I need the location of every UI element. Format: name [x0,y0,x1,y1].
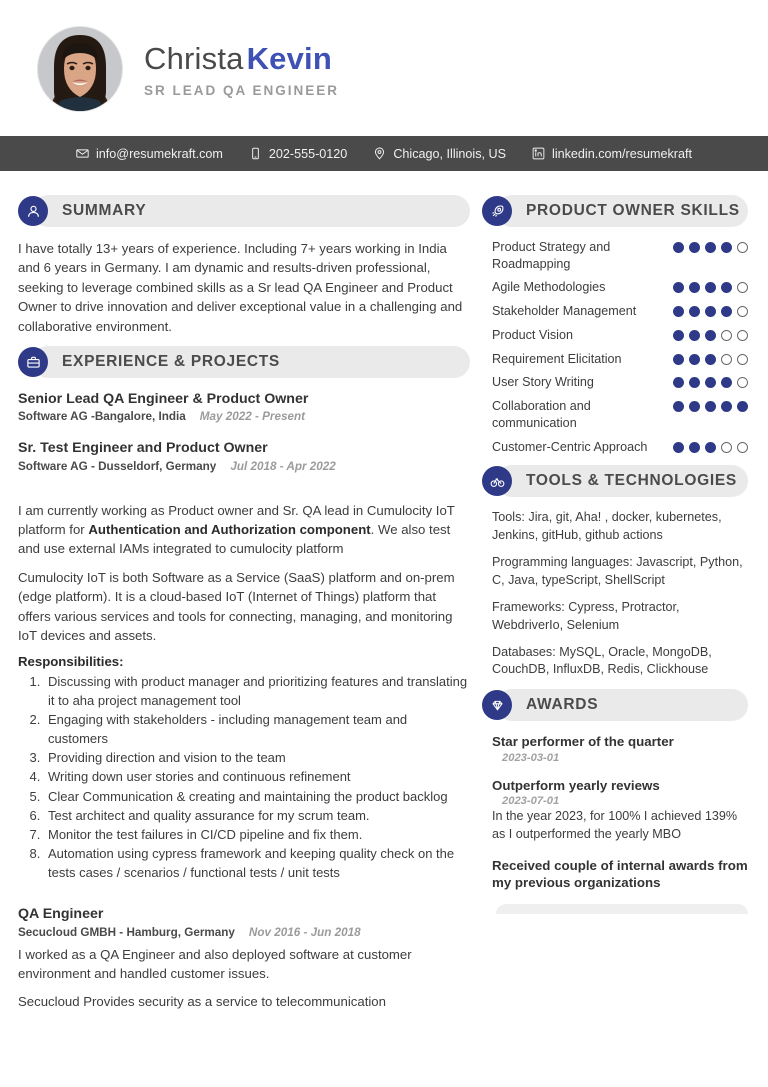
tools-entry: Tools: Jira, git, Aha! , docker, kubernetes, Jenkins, gitHub, github actions [492,510,722,543]
skill-name: Stakeholder Management [492,304,637,319]
list-item: 4. Writing down user stories and continuous refinement [44,768,470,787]
rating-dot-empty [737,242,748,253]
award-date: 2023-03-01 [502,751,560,764]
rating-dot-empty [721,354,732,365]
rating-dot-filled [721,377,732,388]
responsibilities-list [44,673,470,882]
section-header-awards [482,689,748,721]
skill-name: Product Strategy and Roadmapping [492,240,611,271]
last-job-description-1: I worked as a QA Engineer and also deployed software at customer environment and handled customer issues. [18,946,412,981]
contact-bar [0,136,768,171]
summary-text: I have totally 13+ years of experience. Including 7+ years working in India and 6 years in Germany. I am dynamic and results-driven professional, seeking to leverage combined skills as a Sr lead QA Engineer and Product Owner to drive innovation and deliver exceptional value in a challenging and collaborative environment. [18,241,463,334]
responsibilities-label: Responsibilities: [18,654,124,670]
rating-dot-filled [705,306,716,317]
rating-dot-filled [721,282,732,293]
next-section-pill-partial [496,904,748,914]
job-meta [18,409,470,425]
contact-linkedin-text: linkedin.com/resumekraft [552,146,692,161]
headline-job-title: SR LEAD QA ENGINEER [144,82,340,98]
skill-rating-dots [673,351,748,365]
phone-icon [249,147,262,160]
left-column [18,185,470,1087]
rating-dot-filled [689,401,700,412]
skill-row [482,327,748,344]
award-item [482,777,748,844]
rating-dot-empty [737,306,748,317]
skill-rating-dots [673,398,748,412]
resume-header [0,0,768,136]
skill-name: Collaboration and communication [492,399,591,430]
skill-rating-dots [673,327,748,341]
experience-item [18,905,470,940]
award-item [482,733,748,763]
award-title: Star performer of the quarter [492,734,674,750]
skill-name: Customer-Centric Approach [492,439,648,454]
rating-dot-filled [721,242,732,253]
tools-entry: Programming languages: Javascript, Python, C, Java, typeScript, ShellScript [492,555,743,587]
section-header-product-owner-skills [482,195,748,227]
briefcase-icon [18,347,48,377]
rating-dot-filled [689,354,700,365]
rating-dot-empty [737,330,748,341]
contact-location[interactable] [373,147,506,161]
rating-dot-filled [689,242,700,253]
skill-row [482,439,748,456]
section-header-tools [482,465,748,497]
experience-intro [18,501,470,559]
rating-dot-filled [673,306,684,317]
job-meta [18,459,470,475]
person-icon [18,196,48,226]
first-name: Christa [144,41,244,77]
skill-row [482,351,748,368]
skill-rating-dots [673,239,748,253]
job-meta [18,925,470,941]
job-dates: Nov 2016 - Jun 2018 [248,925,361,939]
list-item: 2. Engaging with stakeholders - including management team and customers [44,711,470,748]
avatar [38,27,122,111]
rating-dot-empty [737,354,748,365]
job-company: Secucloud GMBH - Hamburg, Germany [18,925,235,939]
location-pin-icon [373,147,386,160]
job-dates: May 2022 - Present [199,410,306,424]
experience-intro-part1: I am currently working as Product owner and Sr. QA lead in Cumulocity IoT platform for [18,502,455,537]
rating-dot-filled [705,354,716,365]
skill-name: Product Vision [492,327,573,342]
rating-dot-filled [705,442,716,453]
section-title-awards: AWARDS [526,696,599,714]
right-column [482,185,748,1087]
contact-linkedin[interactable] [532,147,692,161]
rating-dot-filled [673,354,684,365]
envelope-icon [76,147,89,160]
rating-dot-filled [689,282,700,293]
list-item: 1. Discussing with product manager and prioritizing features and translating it to aha project management tool [44,673,470,710]
award-date: 2023-07-01 [502,794,560,807]
experience-intro-bold: Authentication and Authorization component [88,521,371,537]
experience-item [18,390,470,425]
tools-entry: Frameworks: Cypress, Protractor, WebdriverIo, Selenium [492,599,680,632]
linkedin-icon [532,147,545,160]
skill-row [482,279,748,296]
skill-name: User Story Writing [492,375,594,390]
skill-rating-dots [673,303,748,317]
rating-dot-filled [705,330,716,341]
contact-phone-text: 202-555-0120 [268,146,348,161]
list-item: 6. Test architect and quality assurance for my scrum team. [44,807,470,826]
rating-dot-filled [673,330,684,341]
rating-dot-empty [721,442,732,453]
job-company: Software AG - Dusseldorf, Germany [18,459,217,473]
section-title-tools: TOOLS & TECHNOLOGIES [526,472,737,490]
contact-email[interactable] [76,147,223,161]
skill-row [482,374,748,391]
skill-row [482,398,748,431]
rating-dot-filled [721,401,732,412]
platform-description: Cumulocity IoT is both Software as a Service (SaaS) platform and on-prem (edge platform). It is a cloud-based IoT (Internet of Things) platform that offers various services and tools for connecting, managing, and monitoring IoT devices and assets. [18,569,455,643]
tools-entry: Databases: MySQL, Oracle, MongoDB, CouchDB, InfluxDB, Redis, Clickhouse [492,644,712,677]
rating-dot-empty [737,442,748,453]
rating-dot-filled [705,401,716,412]
section-title-summary: SUMMARY [62,202,147,219]
job-company: Software AG -Bangalore, India [18,410,186,424]
list-item: 3. Providing direction and vision to the team [44,749,470,768]
skills-list [482,239,748,455]
contact-email-text: info@resumekraft.com [96,146,223,161]
skill-row [482,303,748,320]
rating-dot-filled [673,377,684,388]
list-item: 8. Automation using cypress framework and keeping quality check on the tests cases / scenarios / functional tests / unit tests [44,845,470,882]
rating-dot-empty [737,282,748,293]
rating-dot-filled [689,377,700,388]
rating-dot-filled [689,306,700,317]
section-title-experience: EXPERIENCE & PROJECTS [62,353,280,371]
skill-name: Requirement Elicitation [492,351,622,366]
rating-dot-filled [673,282,684,293]
full-name [144,42,339,77]
job-role: QA Engineer [18,906,104,923]
rating-dot-empty [721,330,732,341]
section-header-experience [18,346,470,378]
content-columns [0,171,768,1087]
rating-dot-empty [737,377,748,388]
last-job-description-2: Secucloud Provides security as a service to telecommunication [18,994,386,1010]
experience-intro-part2: . We also test and use external IAMs integrated to cumulocity platform [18,521,451,557]
rating-dot-filled [721,306,732,317]
skill-rating-dots [673,439,748,453]
job-role: Sr. Test Engineer and Product Owner [18,440,268,457]
skill-rating-dots [673,279,748,293]
award-item [482,857,748,892]
skill-name: Agile Methodologies [492,280,606,295]
last-name: Kevin [246,41,333,77]
list-item: 5. Clear Communication & creating and maintaining the product backlog [44,788,470,807]
rating-dot-filled [705,377,716,388]
job-dates: Jul 2018 - Apr 2022 [230,459,336,473]
award-title: Outperform yearly reviews [492,777,660,793]
award-description: In the year 2023, for 100% I achieved 139% as I outperformed the yearly MBO [492,808,738,841]
section-header-summary [18,195,470,227]
rating-dot-filled [705,282,716,293]
rating-dot-filled [689,330,700,341]
list-item: 7. Monitor the test failures in CI/CD pipeline and fix them. [44,826,470,845]
award-title: Received couple of internal awards from my previous organizations [492,857,748,890]
rocket-icon [482,196,512,226]
contact-phone[interactable] [249,147,347,161]
contact-location-text: Chicago, Illinois, US [393,146,507,161]
rating-dot-filled [737,401,748,412]
rating-dot-filled [673,401,684,412]
section-title-product-owner-skills: PRODUCT OWNER SKILLS [526,202,740,219]
experience-item [18,439,470,474]
job-role: Senior Lead QA Engineer & Product Owner [18,391,309,408]
rating-dot-filled [673,242,684,253]
rating-dot-filled [689,442,700,453]
skill-rating-dots [673,374,748,388]
rating-dot-filled [673,442,684,453]
rating-dot-filled [705,242,716,253]
identity-block [144,40,339,98]
skill-row [482,239,748,272]
